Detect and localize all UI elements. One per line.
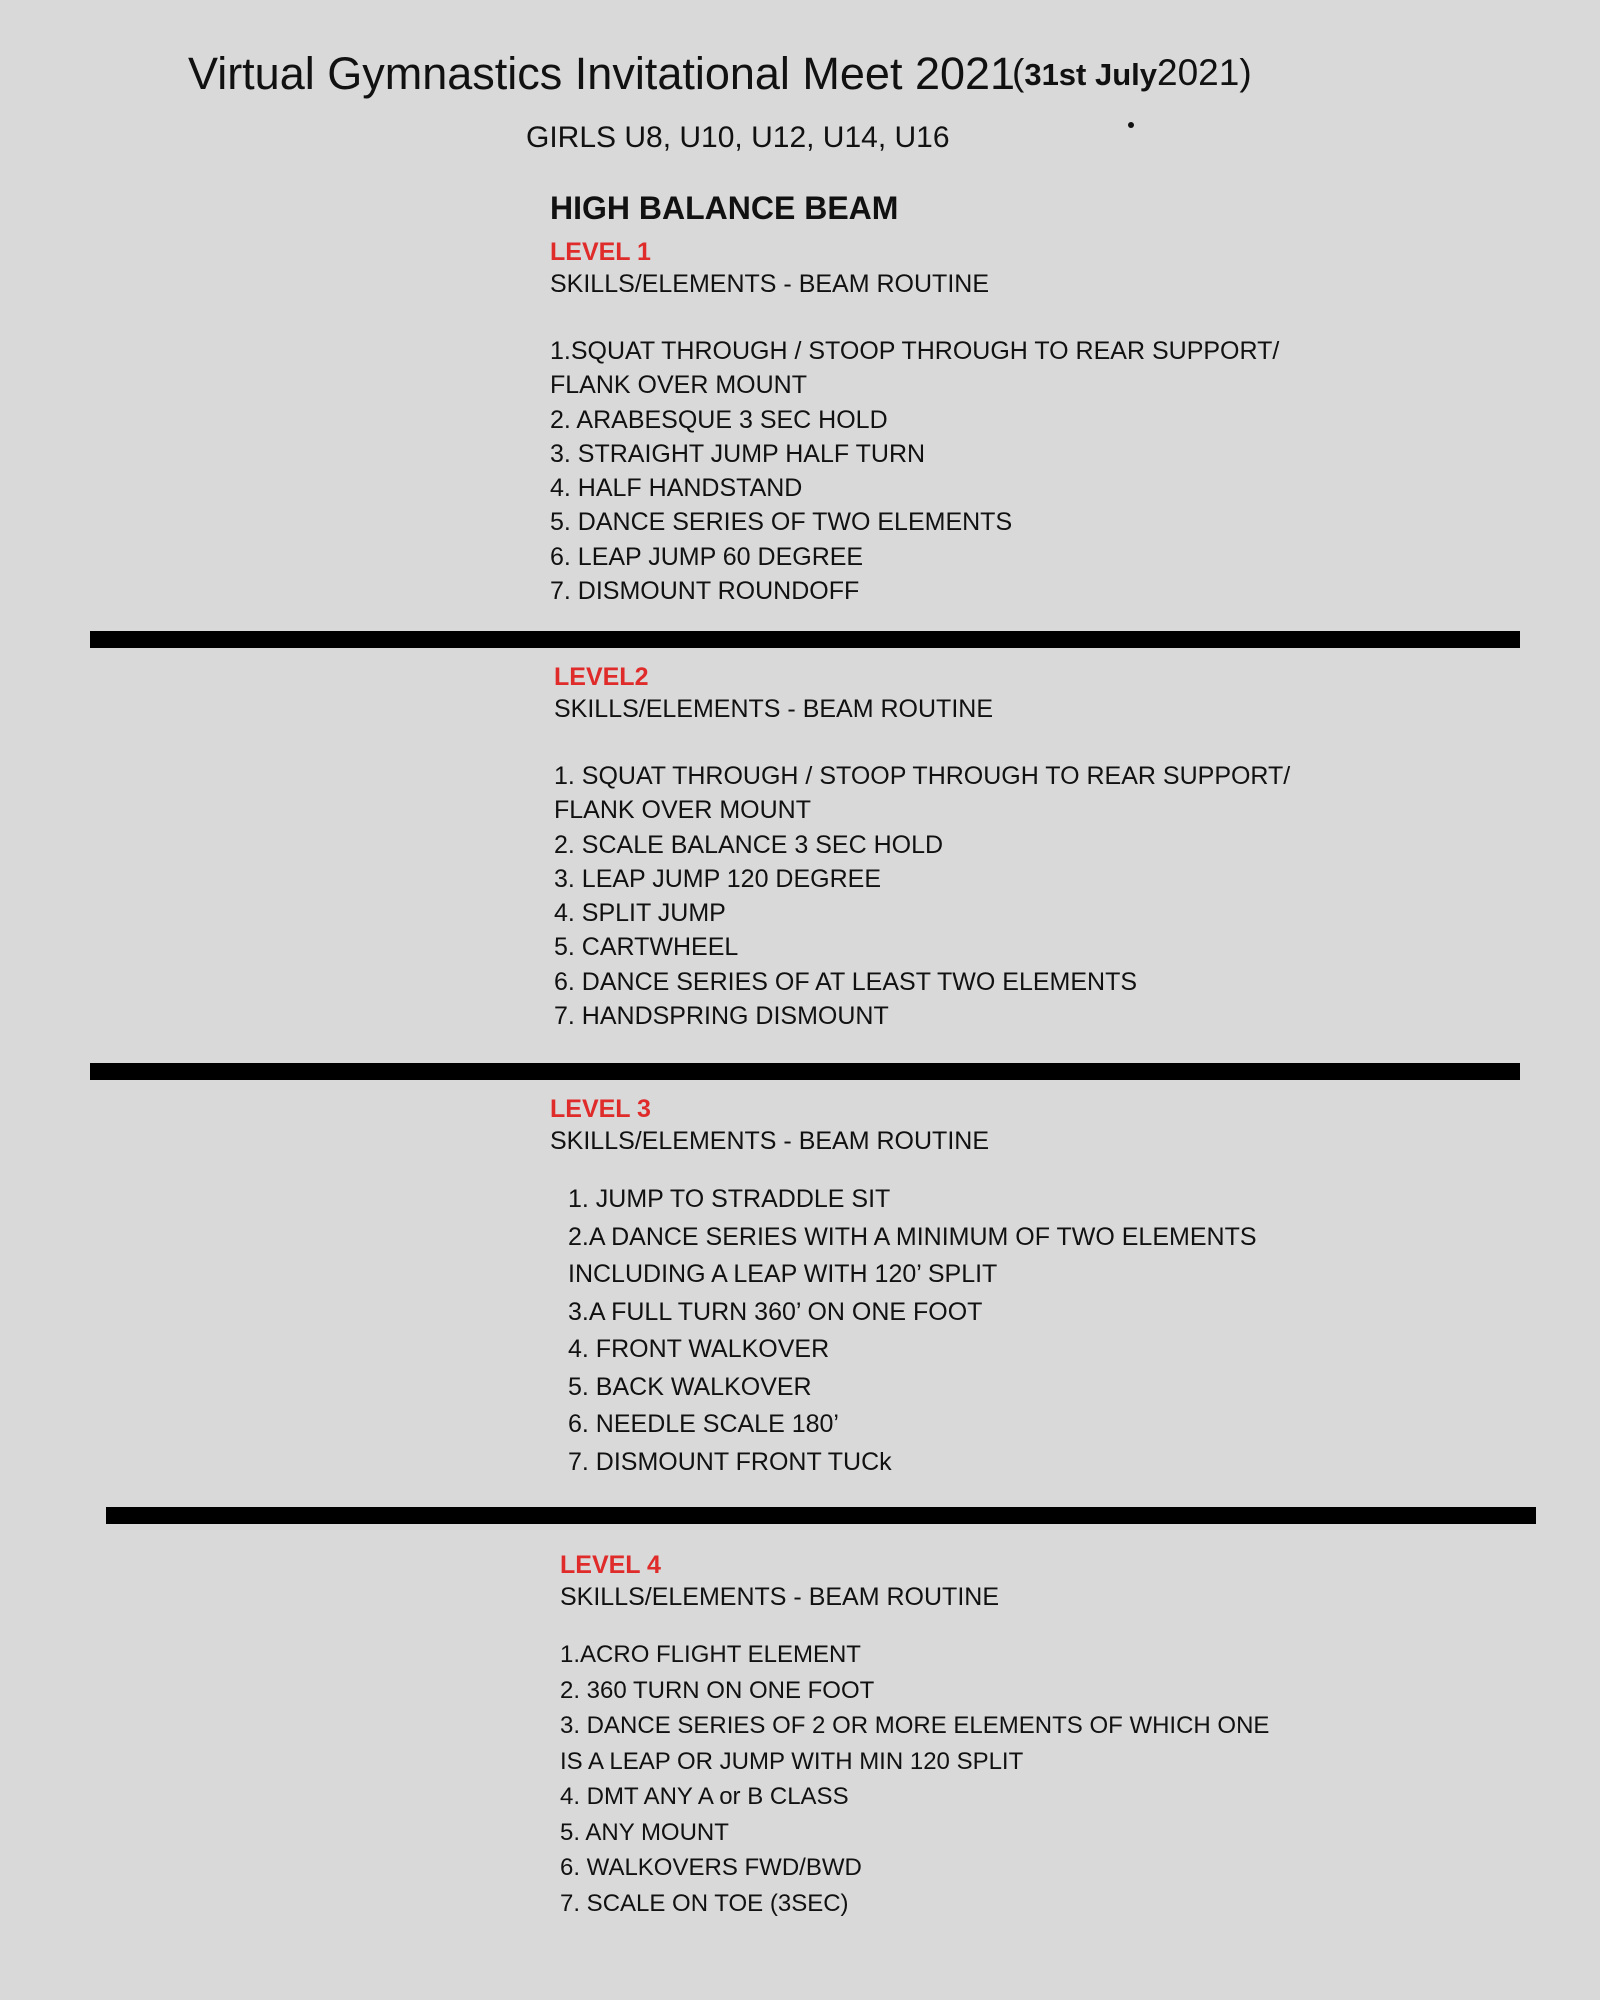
date-day-month: 31st July — [1024, 57, 1158, 92]
skill-item: 5. BACK WALKOVER — [568, 1372, 812, 1401]
meet-date — [1012, 48, 1252, 100]
skill-item: 2. ARABESQUE 3 SEC HOLD — [550, 405, 888, 434]
skill-item: 6. WALKOVERS FWD/BWD — [560, 1854, 862, 1881]
skill-item: 3. STRAIGHT JUMP HALF TURN — [550, 439, 926, 468]
section-divider — [90, 1063, 1520, 1080]
skill-item: 7. DISMOUNT ROUNDOFF — [550, 577, 860, 606]
skill-item: 1. SQUAT THROUGH / STOOP THROUGH TO REAR SUPPORT/ — [554, 762, 1291, 790]
level-3-block — [550, 1093, 1257, 1481]
skill-item: 5. CARTWHEEL — [554, 933, 739, 962]
level-2-block — [554, 661, 1290, 1033]
date-open-paren: ( — [1012, 52, 1025, 93]
skills-list — [560, 1637, 1269, 1921]
level-1-block — [550, 236, 1279, 608]
skill-item: 4. FRONT WALKOVER — [568, 1335, 830, 1363]
section-divider — [106, 1507, 1536, 1524]
level-label: LEVEL2 — [554, 663, 649, 691]
skill-item: 6. NEEDLE SCALE 180’ — [568, 1410, 839, 1438]
skill-item: 6. LEAP JUMP 60 DEGREE — [550, 542, 864, 571]
skill-item: 1.SQUAT THROUGH / STOOP THROUGH TO REAR SUPPORT/ — [550, 337, 1280, 365]
skill-item: 4. DMT ANY A or B CLASS — [560, 1783, 849, 1810]
level-4-block — [560, 1549, 1269, 1921]
skill-item: 2. SCALE BALANCE 3 SEC HOLD — [554, 830, 944, 859]
level-label: LEVEL 3 — [550, 1095, 651, 1123]
skill-item: 4. HALF HANDSTAND — [550, 474, 803, 503]
skill-item: 1.ACRO FLIGHT ELEMENT — [560, 1641, 861, 1668]
routine-label: SKILLS/ELEMENTS - BEAM ROUTINE — [550, 270, 989, 298]
skill-item: FLANK OVER MOUNT — [550, 371, 807, 400]
skill-item: IS A LEAP OR JUMP WITH MIN 120 SPLIT — [560, 1747, 1024, 1775]
section-heading: HIGH BALANCE BEAM — [550, 190, 899, 226]
skills-list — [554, 759, 1290, 1033]
skill-item: INCLUDING A LEAP WITH 120’ SPLIT — [568, 1260, 998, 1288]
skill-item: 7. HANDSPRING DISMOUNT — [554, 1002, 889, 1031]
skill-item: FLANK OVER MOUNT — [554, 796, 811, 825]
skill-item: 5. DANCE SERIES OF TWO ELEMENTS — [550, 508, 1013, 537]
skill-item: 2. 360 TURN ON ONE FOOT — [560, 1676, 875, 1704]
routine-label: SKILLS/ELEMENTS - BEAM ROUTINE — [550, 1127, 989, 1155]
skill-item: 4. SPLIT JUMP — [554, 899, 726, 928]
skill-item: 5. ANY MOUNT — [560, 1818, 729, 1846]
skill-item: 3. DANCE SERIES OF 2 OR MORE ELEMENTS OF WHICH ONE — [560, 1712, 1270, 1739]
level-label: LEVEL 4 — [560, 1551, 661, 1579]
skills-list — [550, 1181, 1257, 1481]
skills-list — [550, 334, 1279, 608]
level-label: LEVEL 1 — [550, 238, 651, 266]
stray-dot — [1128, 122, 1134, 128]
page-subtitle: GIRLS U8, U10, U12, U14, U16 — [526, 121, 950, 154]
routine-label: SKILLS/ELEMENTS - BEAM ROUTINE — [554, 695, 993, 723]
skill-item: 7. DISMOUNT FRONT TUCk — [568, 1447, 892, 1476]
section-divider — [90, 631, 1520, 648]
routine-label: SKILLS/ELEMENTS - BEAM ROUTINE — [560, 1583, 999, 1611]
skill-item: 3.A FULL TURN 360’ ON ONE FOOT — [568, 1297, 983, 1326]
page-title: Virtual Gymnastics Invitational Meet 2021 — [188, 48, 1016, 99]
skill-item: 2.A DANCE SERIES WITH A MINIMUM OF TWO ELEMENTS — [568, 1222, 1257, 1251]
skill-item: 7. SCALE ON TOE (3SEC) — [560, 1889, 849, 1917]
date-close-paren: ) — [1239, 52, 1252, 93]
skill-item: 6. DANCE SERIES OF AT LEAST TWO ELEMENTS — [554, 967, 1138, 996]
skill-item: 1. JUMP TO STRADDLE SIT — [568, 1185, 891, 1213]
date-year: 2021 — [1157, 52, 1240, 93]
skill-item: 3. LEAP JUMP 120 DEGREE — [554, 864, 882, 893]
